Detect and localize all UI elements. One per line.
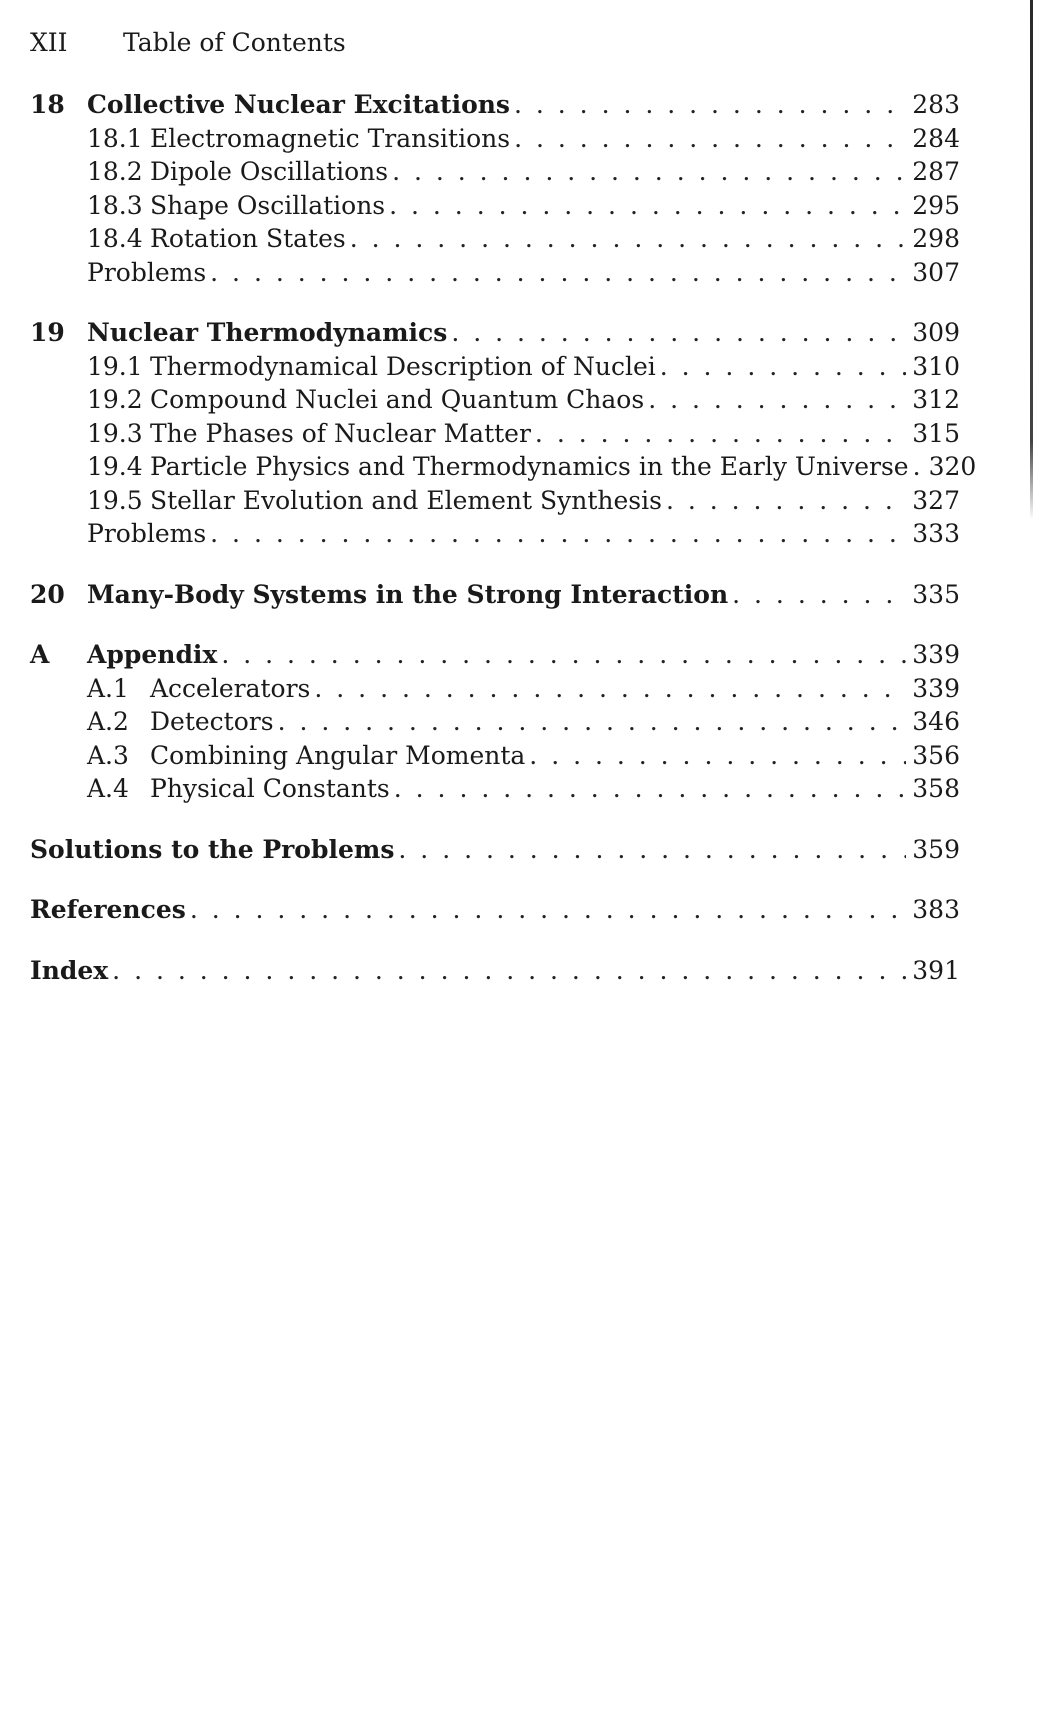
chapter-title: Solutions to the Problems (30, 834, 395, 864)
section-number: 18.4 (87, 224, 143, 253)
section-number: A.4 (87, 774, 129, 803)
toc-section-entry[interactable] (30, 155, 960, 189)
chapter-page-number: 383 (912, 895, 960, 924)
section-title: Particle Physics and Thermodynamics in the Early Universe (150, 452, 909, 481)
section-page-number: 327 (912, 485, 960, 515)
dot-leader (514, 88, 906, 122)
toc-section-entry[interactable] (30, 772, 960, 806)
toc-section-entry[interactable] (30, 222, 960, 256)
section-title: Combining Angular Momenta (150, 740, 526, 770)
toc-chapter-entry[interactable] (30, 638, 960, 672)
toc-chapter-entry[interactable] (30, 954, 960, 988)
toc-section-entry[interactable] (30, 672, 960, 706)
chapter-number: 20 (30, 579, 65, 609)
dot-leader (529, 739, 906, 773)
section-page-number: 339 (912, 673, 960, 703)
chapter-number: 19 (30, 318, 65, 347)
toc-section-entry[interactable] (30, 484, 960, 518)
section-page-number: 295 (912, 190, 960, 220)
toc-chapter (30, 316, 977, 551)
chapter-page-number: 339 (912, 640, 960, 669)
chapter-title: Index (30, 955, 109, 985)
section-title: Problems (87, 257, 207, 287)
dot-leader (314, 672, 906, 706)
dot-leader (666, 484, 906, 518)
section-page-number: 287 (912, 157, 960, 186)
section-title: Physical Constants (150, 774, 390, 803)
section-title: Stellar Evolution and Element Synthesis (150, 485, 662, 515)
toc-section-entry[interactable] (30, 417, 960, 451)
dot-leader (398, 833, 906, 867)
toc-section-entry[interactable] (30, 350, 960, 384)
dot-leader (392, 155, 906, 189)
toc-chapter (30, 954, 960, 988)
chapter-title: Collective Nuclear Excitations (87, 90, 510, 119)
toc-chapter-entry[interactable] (30, 316, 960, 350)
chapter-title: Many-Body Systems in the Strong Interaction (87, 579, 729, 609)
page-number: XII (30, 28, 68, 57)
toc-section-entry[interactable] (30, 450, 977, 484)
chapter-page-number: 391 (912, 955, 960, 985)
chapter-page-number: 359 (912, 834, 960, 864)
toc-chapter (30, 833, 960, 867)
chapter-number: 18 (30, 90, 65, 119)
section-title: Dipole Oscillations (150, 157, 389, 186)
section-page-number: 307 (912, 257, 960, 287)
toc-chapter-entry[interactable] (30, 893, 960, 927)
section-page-number: 320 (928, 452, 977, 481)
section-number: 19.4 (87, 452, 143, 481)
dot-leader (190, 893, 906, 927)
running-header (30, 28, 346, 62)
dot-leader (648, 383, 906, 417)
dot-leader (913, 450, 923, 484)
section-number: 18.1 (87, 123, 143, 153)
dot-leader (514, 122, 906, 156)
section-page-number: 346 (912, 707, 960, 736)
section-title: Rotation States (150, 224, 346, 253)
chapter-title: References (30, 895, 186, 924)
section-number: 19.2 (87, 385, 143, 414)
chapter-title: Nuclear Thermodynamics (87, 318, 448, 347)
toc-section-entry[interactable] (30, 189, 960, 223)
section-title: Shape Oscillations (150, 190, 386, 220)
toc-chapter (30, 893, 960, 927)
section-page-number: 284 (912, 123, 960, 153)
dot-leader (535, 417, 906, 451)
dot-leader (732, 578, 906, 612)
chapter-number: A (30, 640, 50, 669)
section-page-number: 358 (912, 774, 960, 803)
section-number: 19.3 (87, 418, 143, 448)
toc-chapter (30, 88, 960, 289)
chapter-page-number: 335 (912, 579, 960, 609)
toc-section-entry[interactable] (30, 256, 960, 290)
section-title: Detectors (150, 707, 274, 736)
toc-chapter-entry[interactable] (30, 88, 960, 122)
section-page-number: 310 (912, 351, 960, 381)
toc-section-entry[interactable] (30, 517, 960, 551)
section-number: 18.2 (87, 157, 143, 186)
section-number: A.3 (87, 740, 129, 770)
section-page-number: 298 (912, 224, 960, 253)
toc-section-entry[interactable] (30, 739, 960, 773)
margin-scan-edge (1030, 0, 1033, 520)
dot-leader (210, 517, 906, 551)
section-title: Electromagnetic Transitions (150, 123, 511, 153)
section-page-number: 333 (912, 519, 960, 548)
table-of-contents (30, 88, 977, 1014)
dot-leader (660, 350, 907, 384)
dot-leader (210, 256, 906, 290)
chapter-title: Appendix (87, 640, 218, 669)
dot-leader (278, 705, 907, 739)
dot-leader (451, 316, 906, 350)
toc-section-entry[interactable] (30, 383, 960, 417)
toc-section-entry[interactable] (30, 122, 960, 156)
dot-leader (394, 772, 907, 806)
section-title: Compound Nuclei and Quantum Chaos (150, 385, 645, 414)
toc-chapter (30, 638, 960, 806)
section-number: A.1 (87, 673, 129, 703)
dot-leader (221, 638, 906, 672)
dot-leader (112, 954, 906, 988)
section-page-number: 315 (912, 418, 960, 448)
section-title: Thermodynamical Description of Nuclei (150, 351, 656, 381)
toc-chapter-entry[interactable] (30, 833, 960, 867)
section-title: Problems (87, 519, 207, 548)
running-title: Table of Contents (123, 28, 346, 57)
toc-chapter-entry[interactable] (30, 578, 960, 612)
toc-chapter (30, 578, 960, 612)
chapter-page-number: 309 (912, 318, 960, 347)
section-page-number: 312 (912, 385, 960, 414)
section-number: 19.1 (87, 351, 143, 381)
dot-leader (389, 189, 906, 223)
section-number: 19.5 (87, 485, 143, 515)
dot-leader (350, 222, 907, 256)
section-number: A.2 (87, 707, 129, 736)
section-title: The Phases of Nuclear Matter (150, 418, 531, 448)
chapter-page-number: 283 (912, 90, 960, 119)
section-number: 18.3 (87, 190, 143, 220)
section-page-number: 356 (912, 740, 960, 770)
toc-section-entry[interactable] (30, 705, 960, 739)
section-title: Accelerators (150, 673, 311, 703)
